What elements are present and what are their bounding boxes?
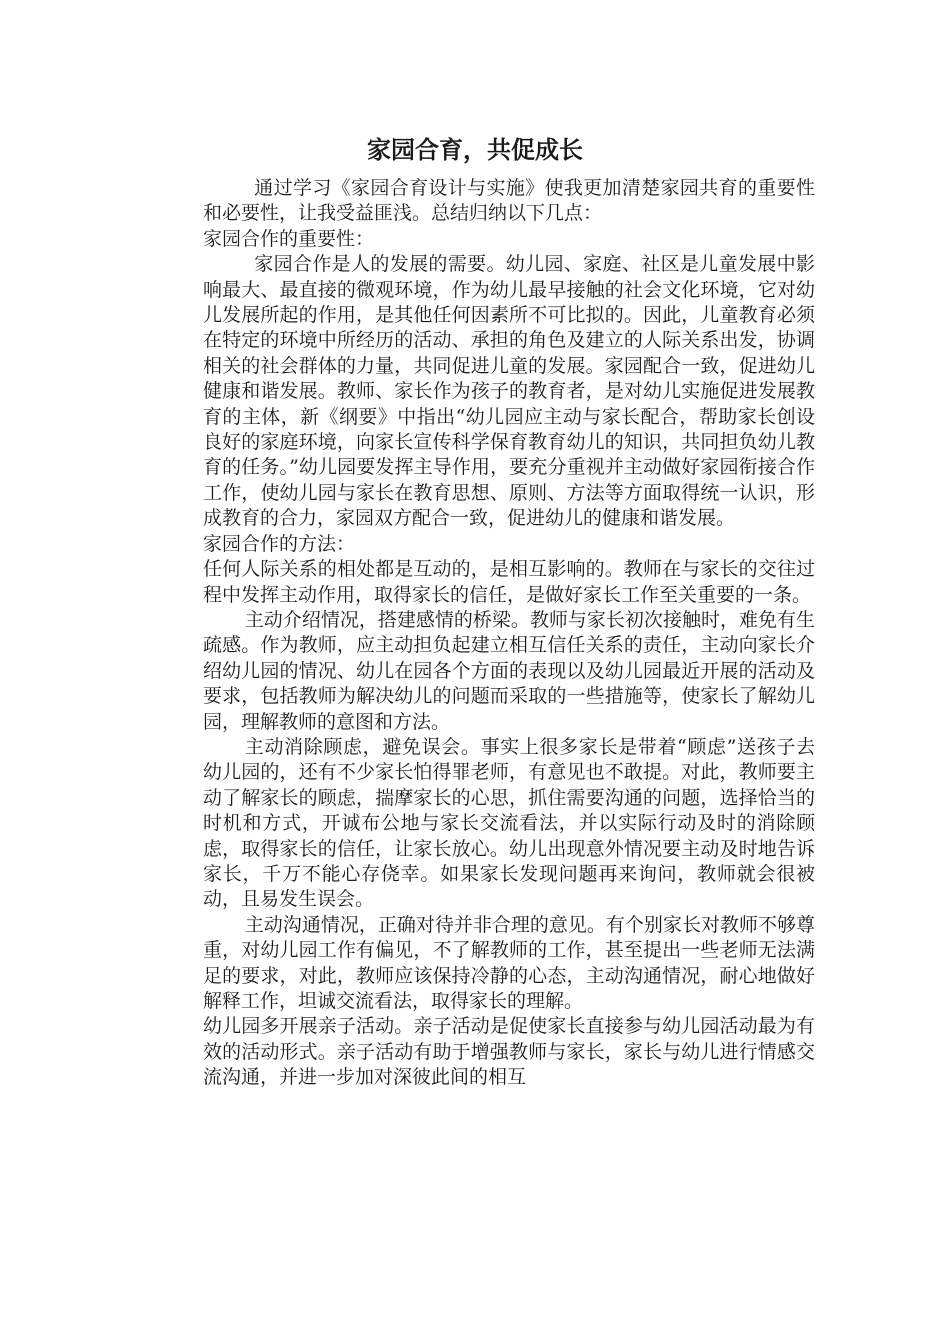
heading-methods: 家园合作的方法： [203, 532, 356, 555]
paragraph-importance: 家园合作是人的发展的需要。幼儿园、家庭、社区是儿童发展中影响最大、最直接的微观环境，作为幼儿最早接触的社会文化环境，它对幼儿发展所起的作用，是其他任何因素所不可比拟的。因此，儿童教育必须在特定的环境中所经历的活动、承担的角色及建立的人际关系出发，协调相关的社会群体的力量，共同促进儿童的发展。家园配合一致，促进幼儿健康和谐发展。教师、家长作为孩子的教育者，是对幼儿实施促进发展教育的主体，新《纲要》中指出“幼儿园应主动与家长配合，帮助家长创设良好的家庭环境，向家长宣传科学保育教育幼儿的知识，共同担负幼儿教育的任务。”幼儿园要发挥主导作用，要充分重视并主动做好家园衔接合作工作，使幼儿园与家长在教育思想、原则、方法等方面取得统一认识，形成教育的合力，家园双方配合一致，促进幼儿的健康和谐发展。 [203, 253, 815, 530]
paragraph-method-1: 主动介绍情况，搭建感情的桥梁。教师与家长初次接触时，难免有生疏感。作为教师，应主动担负起建立相互信任关系的责任，主动向家长介绍幼儿园的情况、幼儿在园各个方面的表现以及幼儿园最近开展的活动及要求，包括教师为解决幼儿的问题而采取的一些措施等，使家长了解幼儿园，理解教师的意图和方法。 [203, 608, 815, 733]
paragraph-method-3: 主动沟通情况，正确对待并非合理的意见。有个别家长对教师不够尊重，对幼儿园工作有偏见，不了解教师的工作，甚至提出一些老师无法满足的要求，对此，教师应该保持冷静的心态，主动沟通情况，耐心地做好解释工作，坦诚交流看法，取得家长的理解。 [203, 913, 815, 1012]
paragraph-activities: 幼儿园多开展亲子活动。亲子活动是促使家长直接参与幼儿园活动最为有效的活动形式。亲子活动有助于增强教师与家长，家长与幼儿进行情感交流沟通，并进一步加对深彼此间的相互 [203, 1015, 815, 1089]
document-body [203, 176, 815, 1091]
document-title: 家园合育，共促成长 [367, 135, 583, 164]
paragraph-intro: 通过学习《家园合育设计与实施》使我更加清楚家园共育的重要性和必要性，让我受益匪浅。总结归纳以下几点： [203, 177, 815, 225]
paragraph-method-2: 主动消除顾虑，避免误会。事实上很多家长是带着“顾虑”送孩子去幼儿园的，还有不少家长怕得罪老师，有意见也不敢提。对此，教师要主动了解家长的顾虑，揣摩家长的心思，抓住需要沟通的问题，选择恰当的时机和方式，开诚布公地与家长交流看法，并以实际行动及时的消除顾虑，取得家长的信任，让家长放心。幼儿出现意外情况要主动及时地告诉家长，千万不能心存侥幸。如果家长发现问题再来询问，教师就会很被动，且易发生误会。 [203, 735, 815, 911]
paragraph-methods-intro: 任何人际关系的相处都是互动的，是相互影响的。教师在与家长的交往过程中发挥主动作用，取得家长的信任，是做好家长工作至关重要的一条。 [203, 558, 815, 606]
heading-importance: 家园合作的重要性： [203, 227, 375, 250]
